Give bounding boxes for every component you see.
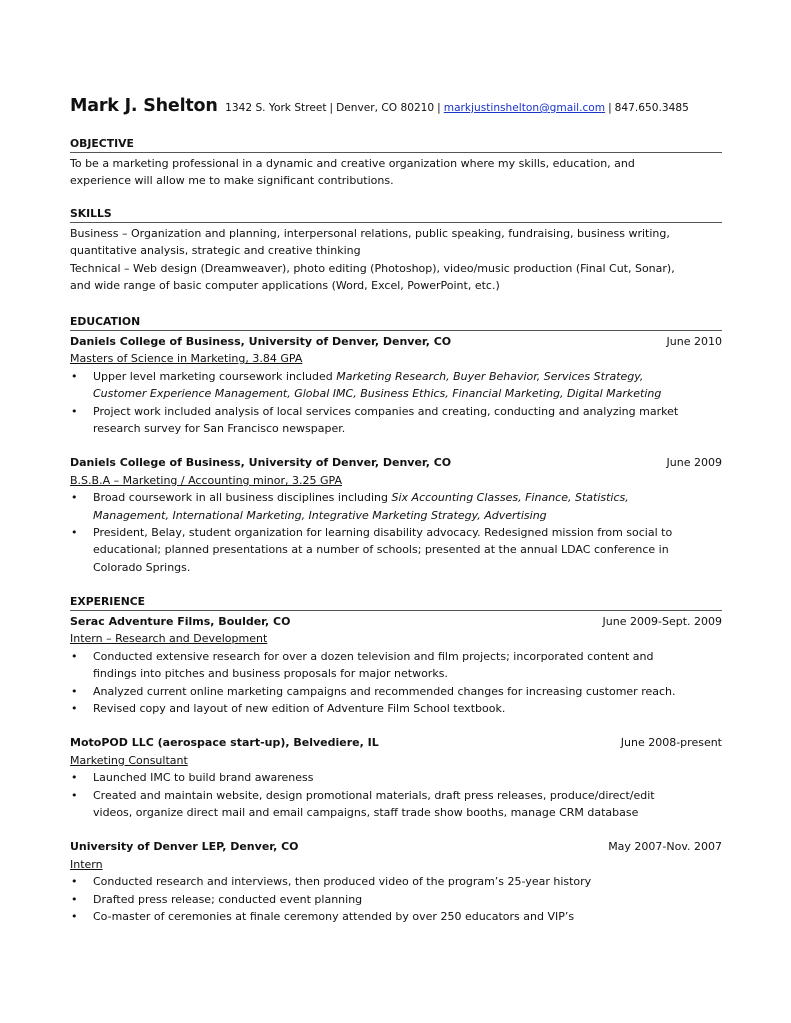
degree-name: Masters of Science in Marketing <box>70 352 246 366</box>
entry-heading <box>70 613 722 630</box>
section-title: SKILLS <box>70 207 722 223</box>
bullet-list <box>70 368 722 438</box>
entry-date: May 2007-Nov. 2007 <box>608 840 722 854</box>
bullet-text: Conducted extensive research for over a dozen television and film projects; incorporated content and <box>93 649 654 663</box>
list-item <box>70 787 722 822</box>
education-entry <box>70 454 722 576</box>
education-entry <box>70 333 722 437</box>
entry-date: June 2009 <box>666 456 722 470</box>
course-list: Management, International Marketing, Integrative Marketing Strategy, Advertising <box>93 508 547 522</box>
list-item: • Analyzed current online marketing campaigns and recommended changes for increasing customer reach. <box>70 683 722 700</box>
entry-date: June 2008-present <box>620 736 722 750</box>
list-item <box>70 524 722 576</box>
section-title: EXPERIENCE <box>70 595 722 611</box>
separator: | <box>608 102 612 114</box>
job-title: Marketing Consultant <box>70 753 188 767</box>
job-title: Intern <box>70 857 103 871</box>
list-item <box>70 403 722 438</box>
degree-line <box>70 350 722 367</box>
bullet-text: research survey for San Francisco newspaper. <box>93 422 346 436</box>
entry-date: June 2009-Sept. 2009 <box>602 615 722 628</box>
bullet-list <box>70 489 722 576</box>
skills-text-line: Business – Organization and planning, interpersonal relations, public speaking, fundraising, business writing, <box>70 227 670 240</box>
gpa: , 3.25 GPA <box>285 473 342 487</box>
separator: | <box>329 102 334 114</box>
entry-date: June 2010 <box>666 335 722 348</box>
section-title: EDUCATION <box>70 315 722 331</box>
gpa: , 3.84 GPA <box>245 352 303 366</box>
list-item <box>70 368 722 403</box>
city-state-zip: Denver, CO 80210 <box>336 102 435 114</box>
institution-name: Daniels College of Business, University of Denver, Denver, CO <box>70 335 452 348</box>
entry-heading <box>70 838 722 855</box>
experience-entry <box>70 734 722 821</box>
list-item: • Drafted press release; conducted event planning <box>70 891 722 908</box>
objective-text-line: experience will allow me to make significant contributions. <box>70 174 394 188</box>
employer-name: Serac Adventure Films, Boulder, CO <box>70 615 291 628</box>
bullet-text: Colorado Springs. <box>93 560 191 574</box>
degree-line <box>70 472 722 489</box>
bullet-text: educational; planned presentations at a number of schools; presented at the annual LDAC conference in <box>93 543 669 557</box>
list-item <box>70 648 722 683</box>
skills-section <box>70 207 722 295</box>
experience-entry <box>70 838 722 925</box>
bullet-text: Upper level marketing coursework included <box>93 369 337 383</box>
bullet-text: Project work included analysis of local services companies and creating, conducting and analyzing market <box>93 404 679 418</box>
bullet-text: Broad coursework in all business disciplines including <box>93 491 392 505</box>
bullet-text: Created and maintain website, design promotional materials, draft press releases, produce/direct/edit <box>93 788 655 802</box>
email-link[interactable]: markjustinshelton@gmail.com <box>443 102 606 114</box>
section-title: OBJECTIVE <box>70 137 722 153</box>
skills-text-line: quantitative analysis, strategic and creative thinking <box>70 244 361 258</box>
street-address: 1342 S. York Street <box>225 102 327 114</box>
list-item: • Launched IMC to build brand awareness <box>70 769 722 786</box>
bullet-list <box>70 873 722 925</box>
resume-header <box>70 96 730 116</box>
list-item <box>70 489 722 524</box>
bullet-text: President, Belay, student organization for learning disability advocacy. Redesigned mission from social to <box>93 526 673 540</box>
list-item: • Co-master of ceremonies at finale ceremony attended by over 250 educators and VIP’s <box>70 908 722 925</box>
bullet-list <box>70 648 722 718</box>
list-item: • Conducted research and interviews, then produced video of the program’s 25-year history <box>70 873 722 890</box>
objective-section <box>70 137 722 190</box>
education-section <box>70 315 722 576</box>
bullet-list <box>70 769 722 821</box>
bullet-text: videos, organize direct mail and email campaigns, staff trade show booths, manage CRM database <box>93 806 639 820</box>
experience-entry <box>70 613 722 717</box>
skills-text-line: and wide range of basic computer applications (Word, Excel, PowerPoint, etc.) <box>70 279 500 293</box>
phone-number: 847.650.3485 <box>614 102 689 114</box>
employer-name: University of Denver LEP, Denver, CO <box>70 840 299 854</box>
course-list: Marketing Research, Buyer Behavior, Services Strategy, <box>336 369 644 383</box>
institution-name: Daniels College of Business, University of Denver, Denver, CO <box>70 456 452 470</box>
skills-text-line: Technical – Web design (Dreamweaver), photo editing (Photoshop), video/music production (Final Cut, Sonar), <box>70 261 675 275</box>
experience-section <box>70 595 722 925</box>
entry-heading <box>70 454 722 471</box>
bullet-text: findings into pitches and business proposals for major networks. <box>93 667 448 681</box>
entry-heading <box>70 734 722 751</box>
contact-line <box>225 102 689 114</box>
degree-name: B.S.B.A – Marketing / Accounting minor <box>70 473 286 487</box>
objective-text-line: To be a marketing professional in a dynamic and creative organization where my skills, education, and <box>70 157 635 170</box>
candidate-name: Mark J. Shelton <box>70 96 218 116</box>
course-list: Customer Experience Management, Global IMC, Business Ethics, Financial Marketing, Digital Marketing <box>93 387 662 401</box>
employer-name: MotoPOD LLC (aerospace start-up), Belvediere, IL <box>70 736 379 750</box>
entry-heading <box>70 333 722 350</box>
course-list: Six Accounting Classes, Finance, Statistics, <box>391 491 629 505</box>
list-item: • Revised copy and layout of new edition of Adventure Film School textbook. <box>70 700 722 717</box>
separator: | <box>437 102 441 114</box>
job-title: Intern – Research and Development <box>70 632 268 646</box>
